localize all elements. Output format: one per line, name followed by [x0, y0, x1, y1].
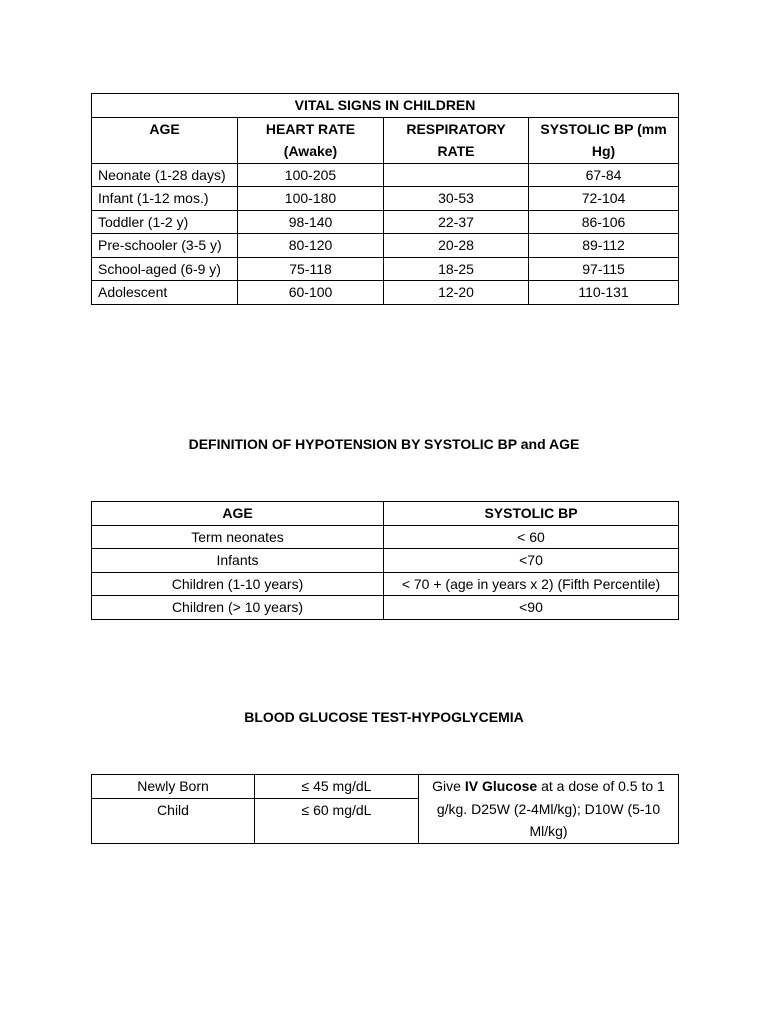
header-heart-rate: HEART RATE (Awake) [238, 117, 384, 163]
respiratory-rate-cell: 12-20 [384, 281, 529, 305]
treatment-strong: IV Glucose [464, 778, 538, 794]
age-cell: Pre-schooler (3-5 y) [92, 234, 238, 258]
age-cell: Term neonates [92, 525, 384, 549]
vital-signs-table [91, 93, 679, 305]
header-systolic-bp: SYSTOLIC BP [384, 502, 679, 526]
heart-rate-cell: 100-205 [238, 163, 384, 187]
glucose-threshold-cell: ≤ 60 mg/dL [255, 798, 419, 843]
age-cell: Infant (1-12 mos.) [92, 187, 238, 211]
hypotension-table [91, 501, 679, 620]
respiratory-rate-cell: 18-25 [384, 257, 529, 281]
age-cell: Child [92, 798, 255, 843]
systolic-bp-cell: 97-115 [529, 257, 679, 281]
table-row [92, 163, 679, 187]
systolic-bp-cell: 110-131 [529, 281, 679, 305]
table-row [92, 549, 679, 573]
systolic-bp-cell: 89-112 [529, 234, 679, 258]
systolic-bp-cell: 67-84 [529, 163, 679, 187]
heart-rate-cell: 98-140 [238, 210, 384, 234]
table-row [92, 572, 679, 596]
systolic-bp-cell: <70 [384, 549, 679, 573]
table-row [92, 257, 679, 281]
age-cell: Children (> 10 years) [92, 596, 384, 620]
age-cell: Infants [92, 549, 384, 573]
header-respiratory-rate: RESPIRATORY RATE [384, 117, 529, 163]
table-row [92, 525, 679, 549]
treatment-post: at a dose of 0.5 to 1 g/kg. D25W (2-4Ml/kg); D10W (5-10 Ml/kg) [436, 778, 665, 839]
systolic-bp-cell: <90 [384, 596, 679, 620]
age-cell: Adolescent [92, 281, 238, 305]
respiratory-rate-cell [384, 163, 529, 187]
age-cell: School-aged (6-9 y) [92, 257, 238, 281]
table-row [92, 596, 679, 620]
systolic-bp-cell: 72-104 [529, 187, 679, 211]
respiratory-rate-cell: 20-28 [384, 234, 529, 258]
heart-rate-cell: 100-180 [238, 187, 384, 211]
treatment-pre: Give [432, 778, 465, 794]
systolic-bp-cell: 86-106 [529, 210, 679, 234]
table-row [92, 210, 679, 234]
table-row [92, 775, 679, 799]
glucose-table [91, 774, 679, 844]
heart-rate-cell: 80-120 [238, 234, 384, 258]
respiratory-rate-cell: 30-53 [384, 187, 529, 211]
header-age: AGE [92, 502, 384, 526]
heart-rate-cell: 60-100 [238, 281, 384, 305]
vital-signs-title: VITAL SIGNS IN CHILDREN [92, 94, 679, 118]
hypotension-heading: DEFINITION OF HYPOTENSION BY SYSTOLIC BP and AGE [188, 436, 580, 452]
age-cell: Children (1-10 years) [92, 572, 384, 596]
heart-rate-cell: 75-118 [238, 257, 384, 281]
glucose-heading: BLOOD GLUCOSE TEST-HYPOGLYCEMIA [244, 709, 524, 725]
age-cell: Neonate (1-28 days) [92, 163, 238, 187]
table-row [92, 281, 679, 305]
table-row [92, 187, 679, 211]
table-row [92, 234, 679, 258]
treatment-cell [419, 775, 679, 844]
systolic-bp-cell: < 70 + (age in years x 2) (Fifth Percentile) [384, 572, 679, 596]
respiratory-rate-cell: 22-37 [384, 210, 529, 234]
systolic-bp-cell: < 60 [384, 525, 679, 549]
age-cell: Newly Born [92, 775, 255, 799]
glucose-threshold-cell: ≤ 45 mg/dL [255, 775, 419, 799]
header-age: AGE [92, 117, 238, 163]
age-cell: Toddler (1-2 y) [92, 210, 238, 234]
header-systolic-bp: SYSTOLIC BP (mm Hg) [529, 117, 679, 163]
